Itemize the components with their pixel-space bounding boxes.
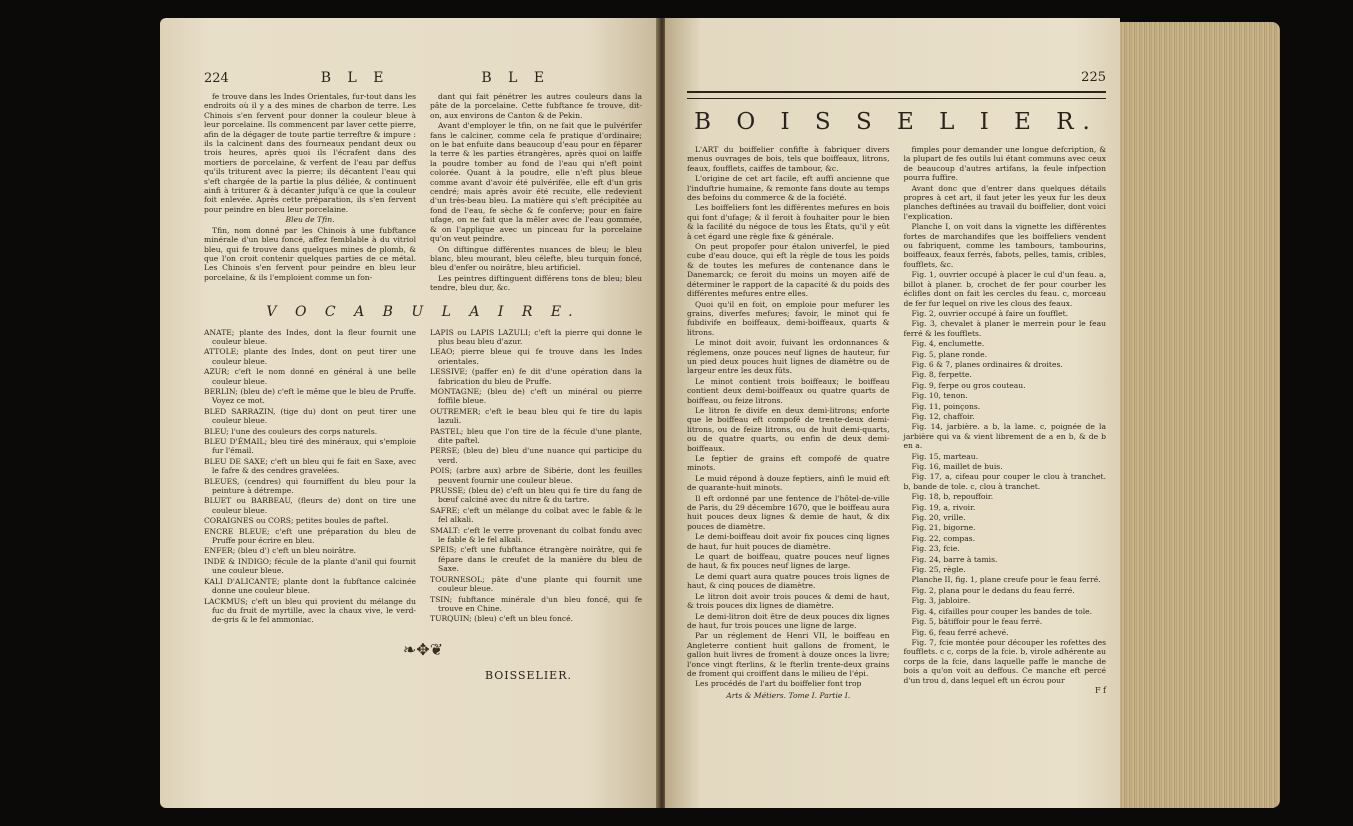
left-column-2 (430, 92, 642, 294)
figure-entry: Fig. 9, ferpe ou gros couteau. (911, 380, 1026, 390)
figure-entry: Fig. 19, a, rivoir. (911, 502, 976, 512)
vocab-entry: BLED SARRAZIN, (tige du) dont on peut tirer une couleur bleue. (204, 406, 416, 426)
vocab-entry: LACKMUS; c'eft un bleu qui provient du mélange du fuc du fruit de myrtille, avec la chaux vive, le verd-de-gris & le fel ammoniac. (204, 596, 416, 625)
vocab-entry: BERLIN; (bleu de) c'eft le même que le bleu de Pruffe. Voyez ce mot. (204, 386, 416, 406)
paragraph: fe trouve dans les Indes Orientales, fur-tout dans les endroits où il y a des mines de charbon de terre. Les Chinois s'en fervent pour donner la couleur bleue à leur porcelaine. Ils commencent par laver cette pierre, afin de la dégager de toute partie terreftre & impure : ils la calcinent dans des fourneaux pendant deux ou trois heures, après quoi ils l'écrafent dans des mortiers de porcelaine, & verfent de l'eau par deffus qu'ils triturent avec la pierre; ils décantent l'eau qui s'eft chargée de la partie la plus déliée, & continuent ainfi à triturer & à décanter jufqu'à ce que la couleur foit enlevée. Après cette préparation, ils s'en fervent pour peindre en bleu leur porcelaine. (204, 92, 416, 214)
paragraph: L'origine de cet art facile, eft auffi ancienne que l'induftrie humaine, & remonte fans doute au temps des befoins du commerce & de la fociété. (687, 174, 890, 203)
article-title: B O I S S E L I E R. (694, 109, 1099, 135)
paragraph: Les boiffeliers font les différentes mefures en bois qui font d'ufage; & il feroit à fouhaiter pour le bien & la facilité du négoce de tous les États, qu'il y eût à cet égard une règle fixe & générale. (687, 203, 890, 241)
paragraph: Quoi qu'il en foit, on emploie pour mefurer les grains, diverfes mefures; favoir, le minot qui fe fubdivife en boiffeaux, demi-boiffeaux, quarts & litrons. (687, 299, 890, 337)
paragraph: Le minot doit avoir, fuivant les ordonnances & réglemens, onze pouces neuf lignes de hauteur, fur un pied deux pouces huit lignes de diamètre ou de largeur entre les deux fûts. (687, 338, 890, 376)
vocab-column-2 (430, 328, 642, 626)
vocab-entry: POIS; (arbre aux) arbre de Sibérie, dont les feuilles peuvent fournir une couleur bleue. (430, 466, 642, 485)
right-column-1 (687, 145, 890, 700)
header-right-ble: B L E (481, 70, 551, 86)
figure-entry: Fig. 10, tenon. (911, 391, 968, 401)
paragraph: Les peintres diftinguent différens tons de bleu; bleu tendre, bleu dur, &c. (430, 273, 642, 293)
left-column-1 (204, 92, 416, 294)
vocab-entry: BLEU D'ÉMAIL; bleu tiré des minéraux, qui s'emploie fur l'émail. (204, 437, 416, 456)
vocab-entry: LAPIS ou LAPIS LAZULI; c'eft la pierre qui donne le plus beau bleu d'azur. (430, 327, 642, 346)
vocab-entry: ANATE; plante des Indes, dont la fleur fournit une couleur bleue. (204, 327, 416, 346)
paragraph: On diftingue différentes nuances de bleu; le bleu blanc, bleu mourant, bleu célefte, bleu turquin foncé, bleu d'enfer ou noirâtre, bleu artificiel. (430, 244, 642, 273)
paragraph: Le litron fe divife en deux demi-litrons; enforte que le boiffeau eft compofé de trente-deux demi-litrons, ou de feize litrons, ou de huit demi-quarts, ou de quatre quarts, ou enfin de deux demi-boiffeaux. (687, 405, 890, 453)
figure-entry: Fig. 20, vrille. (911, 513, 966, 523)
paragraph: Le quart de boiffeau, quatre pouces neuf lignes de haut, & fix pouces neuf lignes de large. (687, 552, 890, 571)
left-running-head (204, 70, 642, 86)
figure-entry: Fig. 11, poinçons. (911, 401, 981, 411)
vocab-entry: PRUSSE; (bleu de) c'eft un bleu qui fe tire du fang de bœuf calciné avec du nitre & du tartre. (430, 486, 642, 505)
figure-entry: Fig. 15, marteau. (911, 451, 979, 461)
vocab-entry: ENFER; (bleu d') c'eft un bleu noirâtre. (204, 546, 357, 556)
figure-entry: Fig. 16, maillet de buis. (911, 462, 1003, 471)
vocab-entry: ENCRE BLEUE; c'eft une préparation du bleu de Pruffe pour écrire en bleu. (204, 526, 416, 546)
figure-entry: Fig. 14, jarbière. a b, la lame. c, poignée de la jarbière qui va & vient librement de a en b, & de b en a. (903, 422, 1106, 451)
paragraph: Le litron doit avoir trois pouces & demi de haut, & trois pouces dix lignes de diamètre. (687, 591, 890, 611)
paragraph: On peut propofer pour étalon univerfel, le pied cube d'eau douce, qui eft la règle de tous les poids & de toutes les mefures de contenance dans le Danemarck; ce feroit du moins un moyen aifé de déterminer le rapport de la capacité & du poids des différentes mefures entre elles. (687, 242, 890, 299)
figure-entry: Planche II, fig. 1, plane creufe pour le feau ferré. (911, 575, 1101, 585)
figure-entry: Fig. 6 & 7, planes ordinaires & droites. (911, 359, 1063, 369)
paragraph: Tfin, nom donné par les Chinois à une fubftance minérale d'un bleu foncé, affez femblable à du vitriol bleu, qui fe trouve dans quelques mines de plomb, & que l'on croit contenir quelques parties de ce métal. Les Chinois s'en fervent pour peindre en bleu leur porcelaine, & ils l'emploient comme un fon- (204, 225, 416, 282)
page-number-left: 224 (204, 71, 229, 86)
figure-entry: Fig. 25, règle. (911, 565, 966, 575)
figure-entry: Fig. 7, fcie montée pour découper les rofettes des foufflets. c c, corps de la fcie. b, virole adhérente au corps de la fcie, dans laquelle paffe le manche de bois a qu'on voit au deffous. Ce manche eft percé d'un trou d, dans lequel eft un écrou pour (903, 637, 1106, 685)
figure-entry: Fig. 21, bigorne. (911, 523, 976, 533)
right-columns (687, 145, 1106, 700)
vocab-entry: PERSE; (bleu de) bleu d'une nuance qui participe du verd. (430, 446, 642, 465)
open-book (160, 18, 1280, 808)
vocab-entry: PASTEL; bleu que l'on tire de la fécule d'une plante, dite paftel. (430, 426, 642, 445)
figure-entry: Fig. 3, chevalet à planer le merrein pour le feau ferré & les foufflets. (903, 319, 1106, 338)
vocab-entry: SMALT: c'eft le verre provenant du colbat fondu avec le fable & le fel alkali. (430, 525, 642, 545)
figure-entry: Fig. 6, feau ferré achevé. (911, 627, 1009, 637)
page-block-edge (1120, 22, 1280, 808)
header-left-ble: B L E (320, 70, 390, 86)
paragraph: Le muid répond à douze feptiers, ainfi le muid eft de quarante-huit minots. (687, 473, 890, 493)
vocab-entry: LEAO; pierre bleue qui fe trouve dans les Indes orientales. (430, 347, 642, 366)
paragraph: Avant d'employer le tfin, on ne fait que le pulvérifer fans le calciner, comme cela fe pratique d'ordinaire; on le bat enfuite dans beaucoup d'eau pour en féparer la terre & les parties étrangères, après quoi on laiffe la poudre tomber au fond de l'eau qui n'eft point colorée. Quant à la poudre, elle n'eft plus bleue comme avant d'avoir été pulvérifée, elle eft d'un gris cendré; mais après avoir été recuite, elle redevient d'un très-beau bleu. La matière qui s'eft précipitée au fond de l'eau, fe sèche & fe conferve; pour en faire ufage, on ne fait que la mêler avec de l'eau gommée, & on l'applique avec un pinceau fur la porcelaine qu'on veut peindre. (430, 121, 642, 244)
figure-entry: Fig. 5, bâtiffoir pour le feau ferré. (911, 617, 1043, 627)
figure-entry: Fig. 2, ouvrier occupé à faire un foufflet. (911, 308, 1069, 318)
figure-entry: Fig. 23, fcie. (911, 544, 960, 554)
paragraph: Le demi-litron doit être de deux pouces dix lignes de haut, fur trois pouces une ligne de large. (687, 611, 890, 630)
vocab-entry: BLEUES, (cendres) qui fourniffent du bleu pour la peinture à détrempe. (204, 476, 416, 496)
vocab-entry: TSIN; fubftance minérale d'un bleu foncé, qui fe trouve en Chine. (430, 594, 642, 613)
section-heading: Bleu de Tfin. (285, 215, 335, 225)
paragraph: Le feptier de grains eft compofé de quatre minots. (687, 454, 890, 473)
catchword: BOISSELIER. (484, 668, 572, 682)
figure-entry: Fig. 1, ouvrier occupé à placer le cul d'un feau. a, billot à planer. b, crochet de fer pour courber les éclifles dont on fait les cercles du feau. c, morceau de fer fur lequel on rive les clous des feaux. (903, 270, 1106, 308)
page-number-right: 225 (1081, 70, 1106, 85)
figure-entry: Fig. 18, b, repouffoir. (911, 492, 994, 502)
vocab-entry: SAFRE; c'eft un mélange du colbat avec le fable & le fel alkali. (430, 505, 642, 525)
paragraph: Le minot contient trois boiffeaux; le boiffeau contient deux demi-boiffeaux ou quatre quarts de boiffeau, ou feize litrons. (687, 376, 890, 405)
figure-entry: Fig. 3, jabloire. (911, 596, 971, 606)
double-rule-divider (687, 91, 1106, 99)
vocab-entry: MONTAGNE; (bleu de) c'eft un minéral ou pierre foffile bleue. (430, 386, 642, 406)
paragraph: fimples pour demander une longue defcription, & la plupart de fes outils lui étant communs avec ceux de beaucoup d'autres artifans, la feule infpection pourra fuffire. (903, 145, 1106, 183)
figure-entry: Fig. 4, enclumette. (911, 339, 985, 349)
right-column-2 (904, 145, 1107, 700)
volume-footer: Arts & Métiers. Tome I. Partie I. (726, 690, 851, 700)
left-top-columns (204, 92, 642, 294)
vocab-entry: AZUR; c'eft le nom donné en général à une belle couleur bleue. (204, 367, 416, 386)
figure-entry: Fig. 8, ferpette. (911, 370, 972, 380)
figure-entry: Fig. 22, compas. (911, 533, 976, 543)
paragraph: Le demi-boiffeau doit avoir fix pouces cinq lignes de haut, fur huit pouces de diamètre. (687, 532, 890, 551)
vocab-entry: BLEU DE SAXE; c'eft un bleu qui fe fait en Saxe, avec le fafre & des cendres gravelées. (204, 456, 416, 476)
paragraph: Par un réglement de Henri VII, le boiffeau en Angleterre contient huit gallons de froment, le gallon huit livres de froment à douze onces la livre; l'once vingt fterlins, & le fterlin trente-deux grains de froment qui croiffent dans le milieu de l'épi. (687, 631, 890, 678)
vocab-entry: BLEU; l'une des couleurs des corps naturels. (204, 426, 378, 436)
paragraph: Avant donc que d'entrer dans quelques détails propres à cet art, il faut jeter les yeux fur les deux planches deftinées au travail du boiffelier, dont voici l'explication. (903, 183, 1106, 221)
figure-entry: Fig. 24, barre à tamis. (911, 554, 998, 564)
figure-entry: Fig. 2, plana pour le dedans du feau ferré. (911, 585, 1075, 595)
paragraph: L'ART du boiffelier confifte à fabriquer divers menus ouvrages de bois, tels que boiffeaux, litrons, feaux, foufflets, caiffes de tambour, &c. (687, 145, 890, 173)
vocab-entry: INDE & INDIGO; fécule de la plante d'anil qui fournit une couleur bleue. (204, 556, 416, 576)
figure-entry: Fig. 12, chaffoir. (911, 411, 975, 421)
vocabulary-columns (204, 328, 642, 626)
paragraph: Les procédés de l'art du boiffelier font trop (695, 679, 862, 689)
vocab-entry: ATTOLE; plante des Indes, dont on peut tirer une couleur bleue. (204, 347, 416, 366)
vocab-entry: BLUET ou BARBEAU, (fleurs de) dont on tire une couleur bleue. (204, 496, 416, 515)
signature-mark: F f (1094, 685, 1106, 695)
figure-entry: Fig. 4, cifailles pour couper les bandes de tole. (911, 606, 1093, 616)
paragraph: Planche I, on voit dans la vignette les différentes fortes de marchandifes que les boiffeliers vendent ou fabriquent, comme les tambours, tambourins, boiffeaux, feaux ferrés, fabots, pelles, tamis, cribles, foufflets, &c. (903, 222, 1106, 269)
left-page (160, 18, 660, 808)
figure-entry: Fig. 5, plane ronde. (911, 349, 988, 359)
vocab-column-1 (204, 328, 416, 626)
vocab-entry: TOURNESOL; pâte d'une plante qui fournit une couleur bleue. (430, 574, 642, 594)
figure-entry: Fig. 17, a, cifeau pour couper le clou à tranchet. b, bande de tole. c, clou à tranchet. (903, 472, 1106, 491)
paragraph: Le demi quart aura quatre pouces trois lignes de haut, & cinq pouces de diamètre. (687, 571, 890, 591)
vocab-entry: CORAIGNES ou CORS; petites boules de paftel. (204, 516, 389, 526)
paragraph: Il eft ordonné par une fentence de l'hôtel-de-ville de Paris, du 29 décembre 1670, que le boiffeau aura huit pouces deux lignes & demie de haut, & dix pouces de diamètre. (687, 493, 890, 531)
vocab-entry: SPEIS; c'eft une fubftance étrangère noirâtre, qui fe fépare dans le creufet de la manière du bleu de Saxe. (430, 545, 642, 574)
fleuron-ornament-icon: ❧✥❦ (402, 639, 444, 659)
vocabulary-title: V O C A B U L A I R E. (266, 303, 580, 320)
vocab-entry: TURQUIN; (bleu) c'eft un bleu foncé. (430, 614, 573, 624)
paragraph: dant qui fait pénétrer les autres couleurs dans la pâte de la porcelaine. Cette fubftance fe trouve, dit-on, aux environs de Canton & de Pekin. (430, 92, 642, 120)
right-running-head (687, 70, 1106, 85)
vocab-entry: OUTREMER; c'eft le beau bleu qui fe tire du lapis lazuli. (430, 406, 642, 426)
right-page (665, 18, 1120, 808)
vocab-entry: LESSIVE; (paffer en) fe dit d'une opération dans la fabrication du bleu de Pruffe. (430, 367, 642, 386)
vocab-entry: KALI D'ALICANTE; plante dont la fubftance calcinée donne une couleur bleue. (204, 576, 416, 596)
